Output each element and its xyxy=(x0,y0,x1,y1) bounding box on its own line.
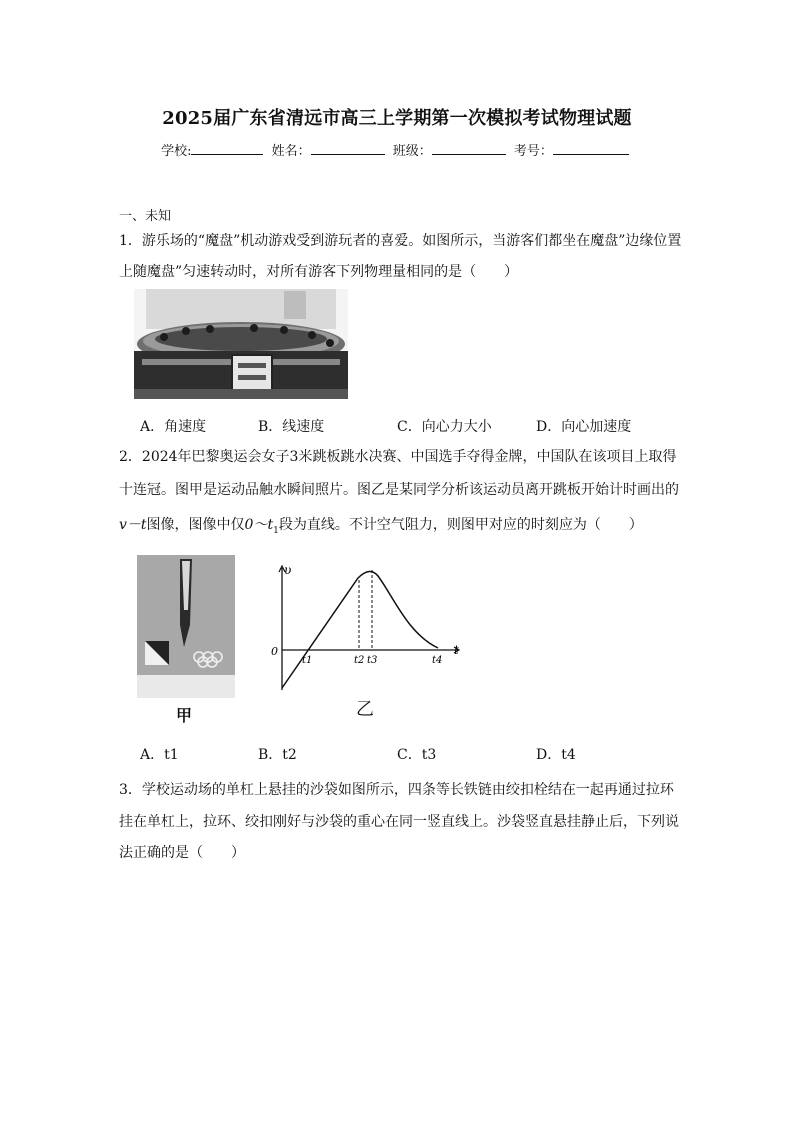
origin-label: 0 xyxy=(271,645,278,658)
q1-option-a[interactable]: A．角速度 xyxy=(140,419,207,435)
q2-line-3: v－t图像，图像中仅$0\sim t_1$段为直线。不计空气阻力，则图甲对应的时刻应为（ ） xyxy=(119,517,643,536)
q2-option-a[interactable]: A．t1 xyxy=(140,747,179,763)
tick-t3: t3 xyxy=(367,655,378,666)
q2-option-d[interactable]: D．t4 xyxy=(536,747,576,763)
name-blank xyxy=(311,141,385,155)
v-axis-label: υ xyxy=(284,563,292,577)
q2-range-text: 0～t xyxy=(244,517,274,533)
class-label: 班级： xyxy=(392,144,432,159)
page-title: 2025届广东省清远市高三上学期第一次模拟考试物理试题 xyxy=(162,108,632,129)
q1-line-2: 上随魔盘”匀速转动时，对所有游客下列物理量相同的是（ ） xyxy=(119,264,519,280)
section-heading: 一、未知 xyxy=(119,209,172,224)
q3-line-2: 挂在单杠上，拉环、绞扣刚好与沙袋的重心在同一竖直线上。沙袋竖直悬挂静止后，下列说 xyxy=(119,814,679,830)
q2-option-b[interactable]: B．t2 xyxy=(258,747,297,763)
q2-line-2: 十连冠。图甲是运动品触水瞬间照片。图乙是某同学分析该运动员离开跳板开始计时画出的 xyxy=(119,482,679,498)
q2-diver-photo xyxy=(137,555,235,698)
q2-graph-label: 乙 xyxy=(356,699,374,720)
number-blank xyxy=(553,141,629,155)
q2-vt-text: v－t xyxy=(119,517,147,533)
school-label: 学校: xyxy=(161,144,192,159)
number-label: 考号： xyxy=(513,144,553,159)
vt-curve xyxy=(282,571,438,688)
q3-line-1: 3．学校运动场的单杠上悬挂的沙袋如图所示，四条等长铁链由绞扣栓结在一起再通过拉环 xyxy=(119,782,674,798)
name-label: 姓名： xyxy=(271,144,311,159)
tick-t1: t1 xyxy=(302,655,313,666)
q1-option-b[interactable]: B．线速度 xyxy=(258,419,325,435)
q2-photo-label: 甲 xyxy=(176,706,193,725)
q1-option-c[interactable]: C．向心力大小 xyxy=(397,419,492,435)
q2-vt-graph xyxy=(268,562,468,692)
q2-option-c[interactable]: C．t3 xyxy=(397,747,437,763)
t-axis-label: t xyxy=(454,643,459,657)
q1-magic-disc-photo xyxy=(134,289,348,399)
q1-line-1: 1．游乐场的“魔盘”机动游戏受到游玩者的喜爱。如图所示，当游客们都坐在魔盘”边缘位置 xyxy=(119,233,682,249)
class-blank xyxy=(432,141,506,155)
tick-t2: t2 xyxy=(354,655,365,666)
school-blank xyxy=(191,141,263,155)
student-info-line xyxy=(0,140,794,159)
q1-option-d[interactable]: D．向心加速度 xyxy=(536,419,632,435)
tick-t4: t4 xyxy=(432,655,443,666)
q3-line-3: 法正确的是（ ） xyxy=(119,845,245,861)
q2-line-1: 2．2024年巴黎奥运会女子3米跳板跳水决赛、中国选手夺得金牌，中国队在该项目上取得 xyxy=(119,449,677,465)
